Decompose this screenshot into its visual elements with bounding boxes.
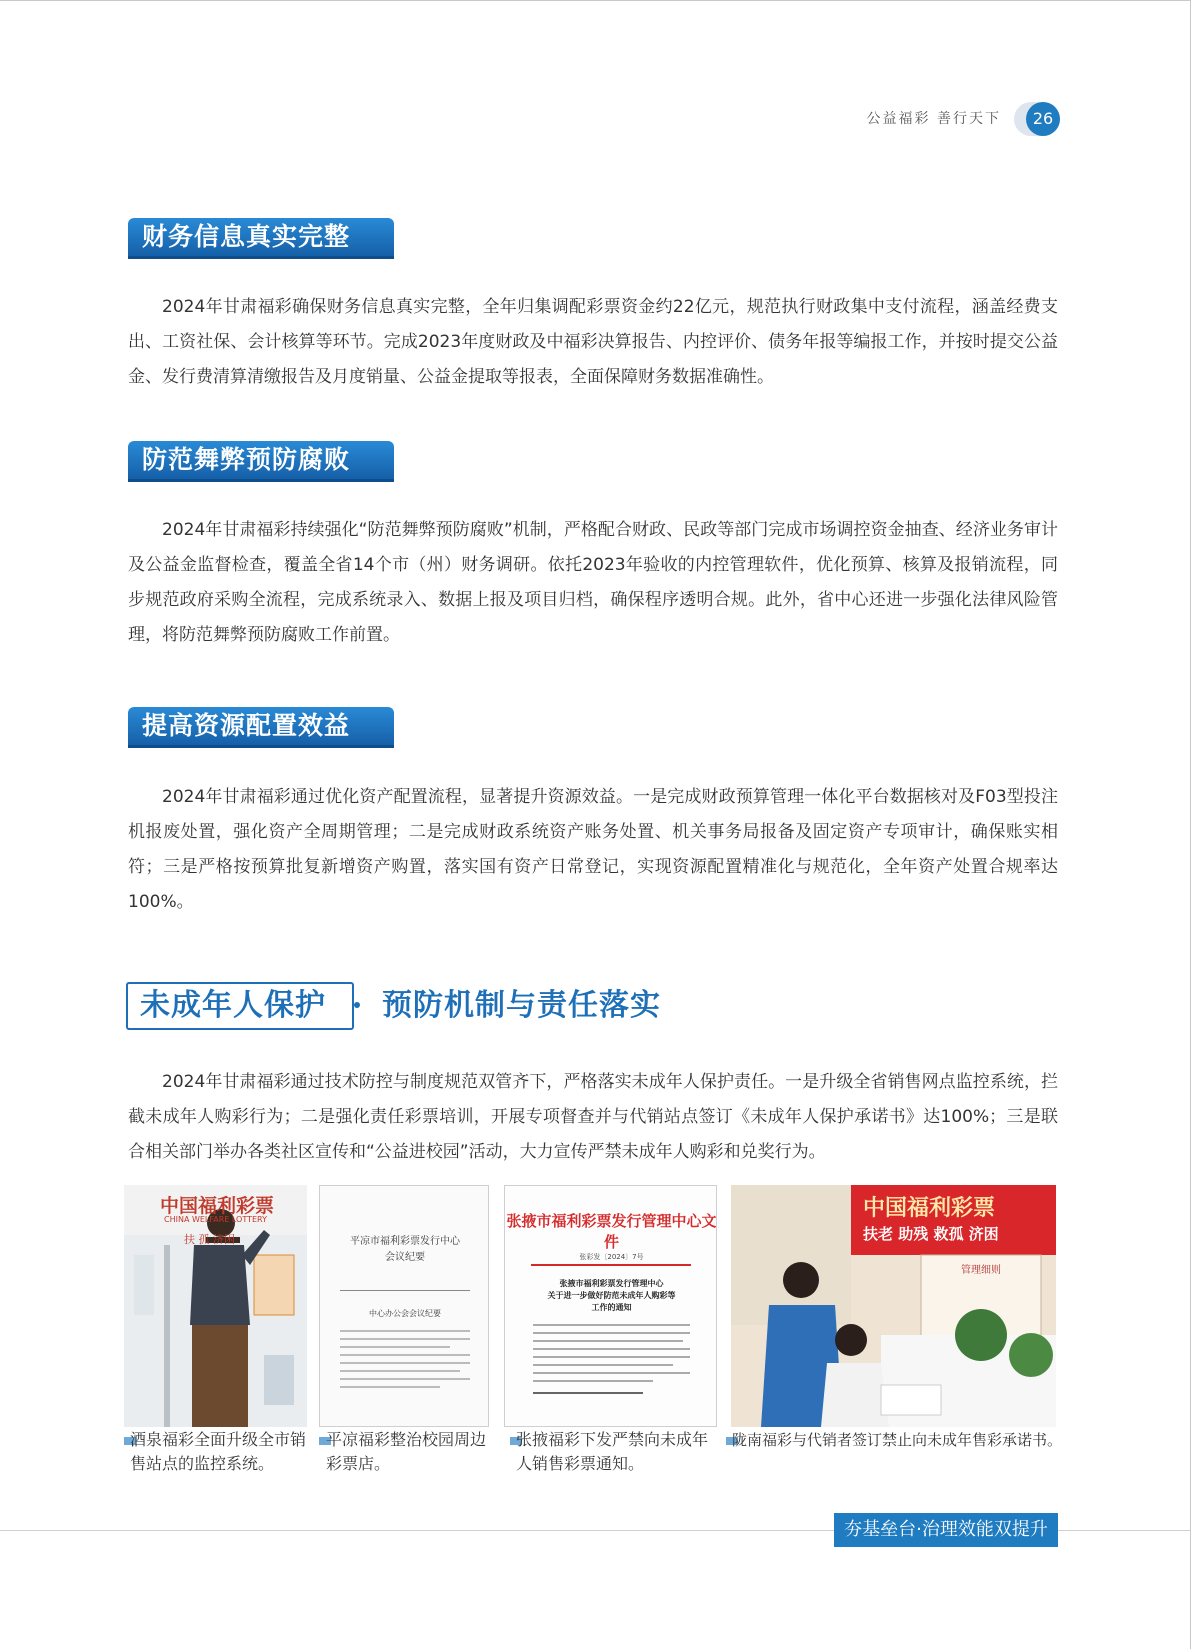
photo-longnan-signing	[731, 1185, 1056, 1427]
photo-sign-text: 中国福利彩票	[863, 1196, 996, 1221]
section-body-resources: 2024年甘肃福彩通过优化资产配置流程，显著提升资源效益。一是完成财政预算管理一体化平台数据核对及F03型投注机报废处置，强化资产全周期管理；二是完成财政系统资产账务处置、机关事务局报备及固定资产专项审计，确保账实相符；三是严格按预算批复新增资产购置，落实国有资产日常登记，实现资源配置精准化与规范化，全年资产处置合规率达100%。	[128, 787, 1058, 912]
photo-sign-motto: 扶老 助残 救孤 济困	[863, 1225, 999, 1243]
photo-caption-longnan: 陇南福彩与代销者签订禁止向未成年售彩承诺书。	[732, 1431, 1063, 1449]
photo-jiuquan-monitoring	[124, 1185, 307, 1427]
minor-protection-body: 2024年甘肃福彩通过技术防控与制度规范双管齐下，严格落实未成年人保护责任。一是升级全省销售网点监控系统，拦截未成年人购彩行为；二是强化责任彩票培训，开展专项督查并与代销站点签订《未成年人保护承诺书》达100%；三是联合相关部门举办各类社区宣传和“公益进校园”活动，大力宣传严禁未成年人购彩和兑奖行为。	[128, 1072, 1058, 1162]
page-number: 26	[1026, 102, 1060, 136]
footer-section-tag: 夯基垒台·治理效能双提升	[834, 1513, 1058, 1547]
section-title-anticorruption: 防范舞弊预防腐败	[128, 441, 394, 479]
doc-red-rule	[531, 1264, 691, 1266]
photo-pingliang-document	[319, 1185, 489, 1427]
doc-red-title: 张掖市福利彩票发行管理中心文件	[506, 1212, 717, 1251]
minor-protection-title: 未成年人保护	[126, 982, 354, 1030]
photo-sign-motto: 扶 孤 济困	[184, 1233, 235, 1246]
doc-heading-3: 工作的通知	[591, 1303, 632, 1312]
doc-title: 平凉市福利彩票发行中心	[350, 1236, 460, 1247]
doc-number: 张彩发〔2024〕7号	[579, 1253, 644, 1261]
photo-board-text: 管理细则	[961, 1265, 1001, 1276]
photo-caption-jiuquan: 酒泉福彩全面升级全市销售站点的监控系统。	[130, 1430, 307, 1473]
doc-subtitle: 会议纪要	[385, 1252, 425, 1263]
section-body-finance: 2024年甘肃福彩确保财务信息真实完整，全年归集调配彩票资金约22亿元，规范执行财政集中支付流程，涵盖经费支出、工资社保、会计核算等环节。完成2023年度财政及中福彩决算报告、内控评价、债务年报等编报工作，并按时提交公益金、发行费清算清缴报告及月度销量、公益金提取等报表，全面保障财务数据准确性。	[128, 297, 1058, 387]
photo-sign-text: 中国福利彩票	[160, 1195, 275, 1217]
header-slogan: 公益福彩 善行天下	[866, 111, 1001, 127]
minor-protection-subtitle: 预防机制与责任落实	[382, 988, 661, 1023]
doc-heading-2: 关于进一步做好防范未成年人购彩等	[547, 1291, 676, 1300]
page-border-top	[0, 0, 1191, 1]
doc-rule	[340, 1290, 470, 1291]
doc-text-lines	[320, 1326, 489, 1406]
photo-caption-zhangye: 张掖福彩下发严禁向未成年人销售彩票通知。	[516, 1430, 709, 1473]
section-title-resources: 提高资源配置效益	[128, 707, 394, 745]
section-body-anticorruption: 2024年甘肃福彩持续强化“防范舞弊预防腐败”机制，严格配合财政、民政等部门完成市场调控资金抽查、经济业务审计及公益金监督检查，覆盖全省14个市（州）财务调研。依托2023年验收的内控管理软件，优化预算、核算及报销流程，同步规范政府采购全流程，完成系统录入、数据上报及项目归档，确保程序透明合规。此外，省中心还进一步强化法律风险管理，将防范舞弊预防腐败工作前置。	[128, 520, 1058, 645]
doc-body-lines	[505, 1320, 717, 1400]
section-title-finance: 财务信息真实完整	[128, 218, 394, 256]
photo-zhangye-notice	[504, 1185, 717, 1427]
doc-heading-1: 张掖市福利彩票发行管理中心	[559, 1279, 664, 1288]
photo-caption-pingliang: 平凉福彩整治校园周边彩票店。	[326, 1430, 487, 1473]
photo-sign-sub: CHINA WELFARE LOTTERY	[164, 1215, 267, 1224]
doc-heading: 中心办公会会议纪要	[369, 1309, 441, 1318]
